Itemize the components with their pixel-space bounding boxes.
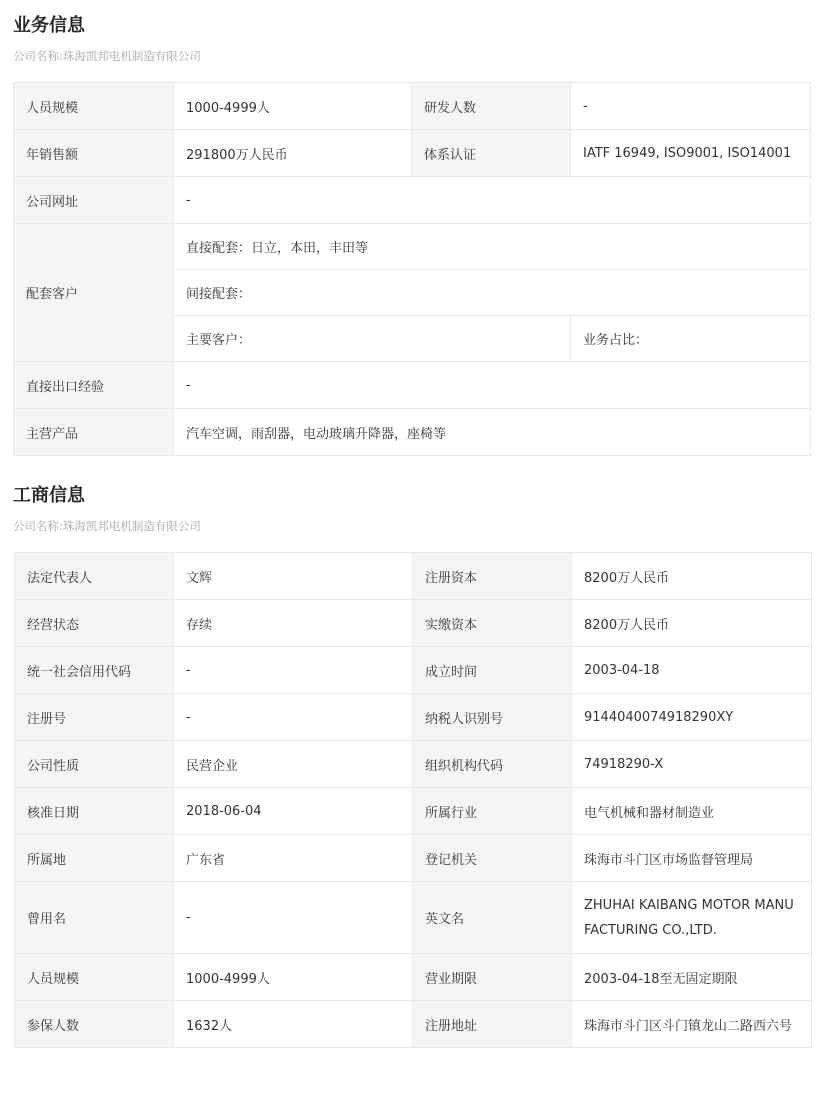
table-row: [15, 835, 812, 882]
table-row: [14, 177, 811, 224]
registry-section-title: 工商信息: [13, 485, 85, 506]
approval-date-label: 核准日期: [15, 788, 174, 835]
registration-authority-label: 登记机关: [413, 835, 572, 882]
legal-rep-label: 法定代表人: [15, 553, 174, 600]
table-row: [14, 362, 811, 409]
table-row: [15, 954, 812, 1001]
company-type-label: 公司性质: [15, 741, 174, 788]
founded-date-value: 2003-04-18: [572, 647, 812, 694]
legal-rep-value: 文辉: [174, 553, 413, 600]
insured-count-label: 参保人数: [15, 1001, 174, 1048]
annual-sales-value: 291800万人民币: [174, 130, 412, 177]
table-row: [15, 882, 812, 954]
org-code-value: 74918290-X: [572, 741, 812, 788]
business-term-label: 营业期限: [413, 954, 572, 1001]
company-type-value: 民营企业: [174, 741, 413, 788]
rd-staff-label: 研发人数: [412, 83, 571, 130]
main-products-label: 主营产品: [14, 409, 174, 456]
table-row: [14, 130, 811, 177]
industry-value: 电气机械和器材制造业: [572, 788, 812, 835]
direct-supply-value: 直接配套：日立，本田，丰田等: [174, 224, 811, 270]
staff-size-value: 1000-4999人: [174, 83, 412, 130]
export-experience-label: 直接出口经验: [14, 362, 174, 409]
credit-code-value: -: [174, 647, 413, 694]
business-section-title: 业务信息: [13, 15, 85, 36]
operating-status-label: 经营状态: [15, 600, 174, 647]
main-products-value: 汽车空调，雨刮器，电动玻璃升降器，座椅等: [174, 409, 811, 456]
table-row: [14, 224, 811, 270]
approval-date-value: 2018-06-04: [174, 788, 413, 835]
taxpayer-id-value: 9144040074918290XY: [572, 694, 812, 741]
insured-count-value: 1632人: [174, 1001, 413, 1048]
org-code-label: 组织机构代码: [413, 741, 572, 788]
certification-label: 体系认证: [412, 130, 571, 177]
main-customers-value: 主要客户：: [174, 316, 571, 362]
table-row: [15, 1001, 812, 1048]
industry-label: 所属行业: [413, 788, 572, 835]
registry-company-name: 公司名称:珠海凯邦电机制造有限公司: [13, 519, 201, 533]
indirect-supply-value: 间接配套：: [174, 270, 811, 316]
export-experience-value: -: [174, 362, 811, 409]
registry-info-table: [14, 552, 812, 1048]
english-name-value: ZHUHAI KAIBANG MOTOR MANUFACTURING CO.,LTD.: [572, 882, 812, 954]
taxpayer-id-label: 纳税人识别号: [413, 694, 572, 741]
paid-capital-label: 实缴资本: [413, 600, 572, 647]
website-value: -: [174, 177, 811, 224]
business-share-value: 业务占比：: [571, 316, 811, 362]
table-row: [14, 409, 811, 456]
registration-number-value: -: [174, 694, 413, 741]
registered-address-value: 珠海市斗门区斗门镇龙山二路西六号: [572, 1001, 812, 1048]
table-row: [15, 741, 812, 788]
rd-staff-value: -: [571, 83, 811, 130]
registration-authority-value: 珠海市斗门区市场监督管理局: [572, 835, 812, 882]
former-name-value: -: [174, 882, 413, 954]
table-row: [15, 788, 812, 835]
operating-status-value: 存续: [174, 600, 413, 647]
certification-value: IATF 16949, ISO9001, ISO14001: [571, 130, 811, 177]
staff-size-value: 1000-4999人: [174, 954, 413, 1001]
staff-size-label: 人员规模: [14, 83, 174, 130]
table-row: [15, 647, 812, 694]
english-name-label: 英文名: [413, 882, 572, 954]
former-name-label: 曾用名: [15, 882, 174, 954]
registered-capital-label: 注册资本: [413, 553, 572, 600]
supporting-customers-label: 配套客户: [14, 224, 174, 362]
region-label: 所属地: [15, 835, 174, 882]
business-info-table: [13, 82, 811, 456]
annual-sales-label: 年销售额: [14, 130, 174, 177]
staff-size-label: 人员规模: [15, 954, 174, 1001]
table-row: [15, 694, 812, 741]
table-row: [14, 83, 811, 130]
table-row: [15, 600, 812, 647]
credit-code-label: 统一社会信用代码: [15, 647, 174, 694]
region-value: 广东省: [174, 835, 413, 882]
business-term-value: 2003-04-18至无固定期限: [572, 954, 812, 1001]
founded-date-label: 成立时间: [413, 647, 572, 694]
registered-address-label: 注册地址: [413, 1001, 572, 1048]
registration-number-label: 注册号: [15, 694, 174, 741]
table-row: [15, 553, 812, 600]
registered-capital-value: 8200万人民币: [572, 553, 812, 600]
website-label: 公司网址: [14, 177, 174, 224]
paid-capital-value: 8200万人民币: [572, 600, 812, 647]
business-company-name: 公司名称:珠海凯邦电机制造有限公司: [13, 49, 201, 63]
